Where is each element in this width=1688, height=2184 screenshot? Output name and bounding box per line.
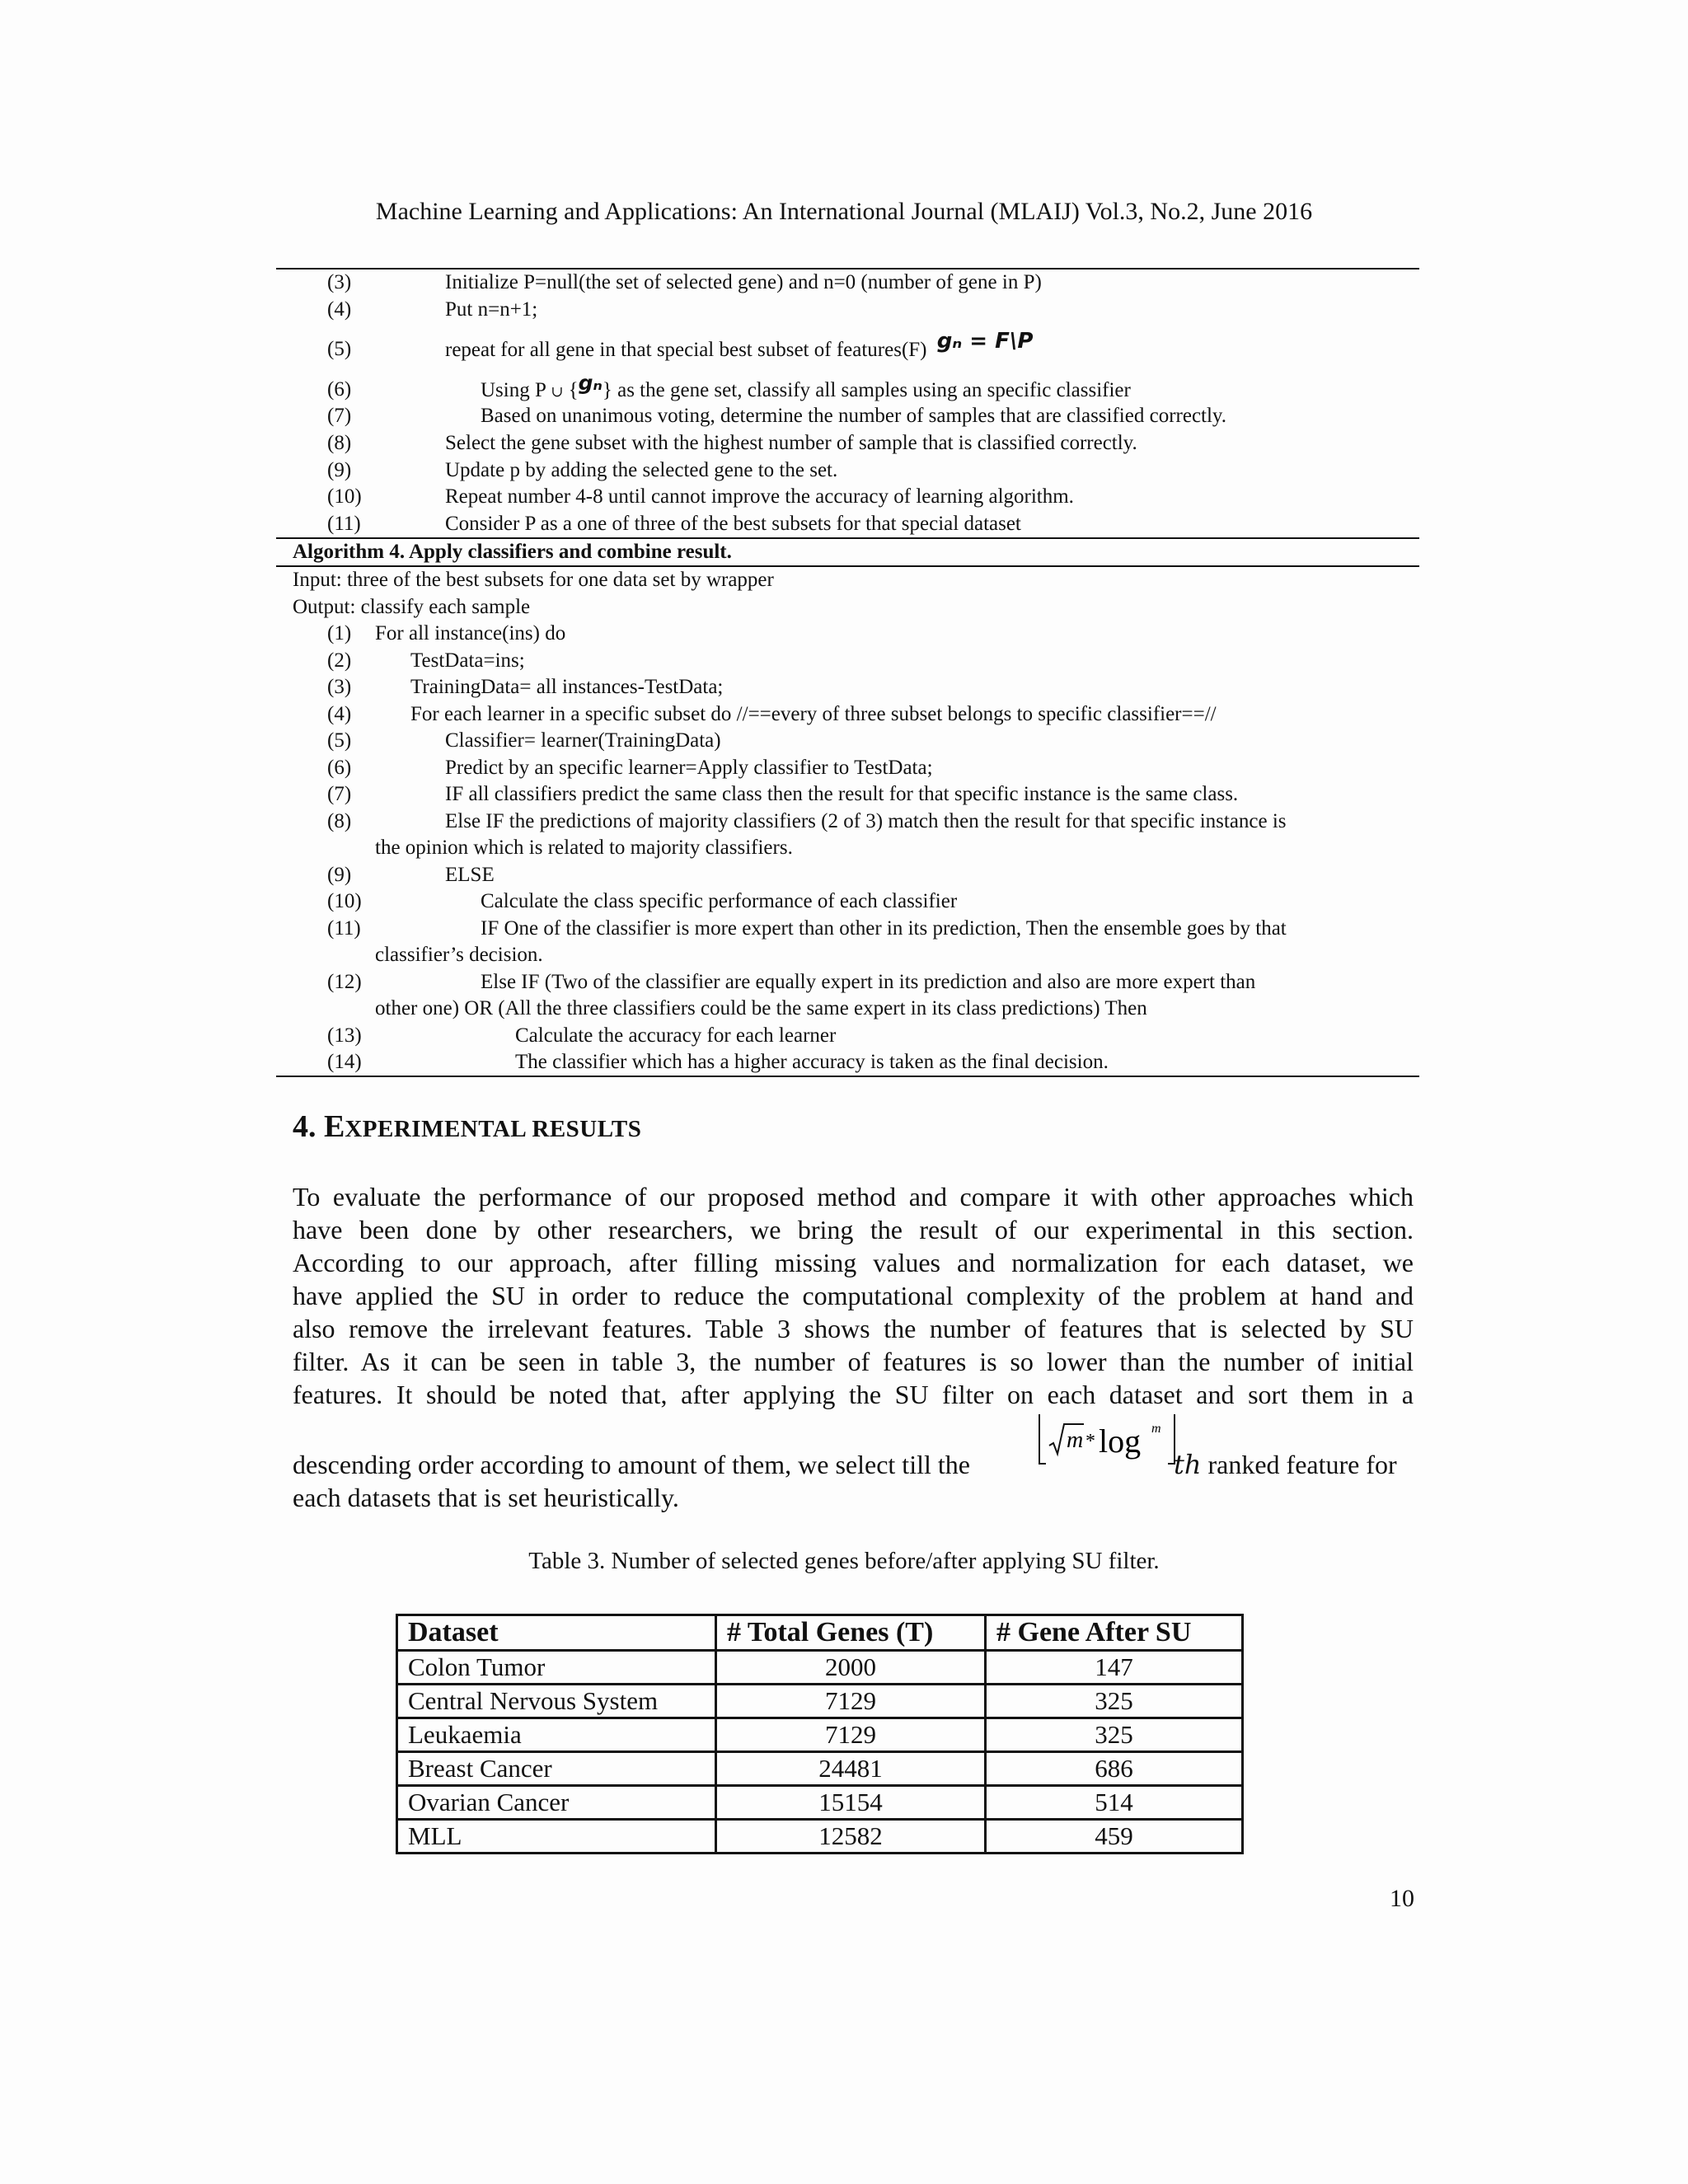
table-cell: Breast Cancer (397, 1752, 716, 1786)
floor-sqrt-log-formula (1033, 1411, 1181, 1467)
paragraph-line: have been done by other researchers, we bring the result of our experimental in this section. (293, 1215, 1414, 1244)
table-cell: Ovarian Cancer (397, 1786, 716, 1820)
table-cell: 7129 (716, 1685, 986, 1718)
paragraph-line: have applied the SU in order to reduce the computational complexity of the problem at hand and (293, 1281, 1414, 1310)
column-header: # Gene After SU (986, 1615, 1243, 1651)
table-cell: Colon Tumor (397, 1651, 716, 1685)
table-row (397, 1685, 1243, 1718)
table-row (397, 1752, 1243, 1786)
paragraph-line: According to our approach, after filling missing values and normalization for each dataset, we (293, 1248, 1414, 1277)
gn-symbol: gₙ (578, 371, 603, 395)
paragraph-line: To evaluate the performance of our proposed method and compare it with other approaches which (293, 1182, 1414, 1212)
table-cell: 2000 (716, 1651, 986, 1685)
table-cell: 24481 (716, 1752, 986, 1786)
table-row (397, 1718, 1243, 1752)
table-cell: 325 (986, 1718, 1243, 1752)
table-cell: Leukaemia (397, 1718, 716, 1752)
table-row (397, 1786, 1243, 1820)
algorithm-input: Input: three of the best subsets for one data set by wrapper (293, 569, 774, 591)
table-cell: MLL (397, 1820, 716, 1854)
results-table (396, 1614, 1244, 1854)
formula-log: log (1099, 1422, 1142, 1460)
table-cell: Central Nervous System (397, 1685, 716, 1718)
gn-formula: gₙ = F\P (936, 329, 1034, 354)
table-cell: 147 (986, 1651, 1243, 1685)
column-header: # Total Genes (T) (716, 1615, 986, 1651)
paragraph-line: filter. As it can be seen in table 3, the number of features is so lower than the number of initial (293, 1347, 1414, 1376)
table-row (397, 1820, 1243, 1854)
body-paragraph (293, 1180, 1414, 1411)
table-cell: 15154 (716, 1786, 986, 1820)
formula-m: m (1067, 1427, 1084, 1453)
table-cell: 325 (986, 1685, 1243, 1718)
table-row (397, 1651, 1243, 1685)
paragraph-line: features. It should be noted that, after applying the SU filter on each dataset and sort them in a (293, 1380, 1414, 1409)
table-caption: Table 3. Number of selected genes before/after applying SU filter. (528, 1548, 1160, 1574)
table-cell: 7129 (716, 1718, 986, 1752)
running-header: Machine Learning and Applications: An International Journal (MLAIJ) Vol.3, No.2, June 2016 (375, 198, 1313, 225)
table-cell: 12582 (716, 1820, 986, 1854)
paragraph-th-tail: th ranked feature for (1174, 1449, 1397, 1480)
formula-sup-m: m (1151, 1422, 1161, 1436)
page-number: 10 (1390, 1885, 1414, 1912)
formula-star: * (1085, 1431, 1095, 1452)
table-cell: 514 (986, 1786, 1243, 1820)
paragraph-last-line: each datasets that is set heuristically. (293, 1483, 679, 1512)
table-header-row (397, 1615, 1243, 1651)
section-heading: 4. EXPERIMENTAL RESULTS (293, 1109, 642, 1144)
column-header: Dataset (397, 1615, 716, 1651)
algorithm-4-title: Algorithm 4. Apply classifiers and combine result. (293, 541, 732, 563)
paragraph-formula-line: descending order according to amount of them, we select till the (293, 1450, 970, 1479)
algorithm-output: Output: classify each sample (293, 596, 531, 618)
table-cell: 686 (986, 1752, 1243, 1786)
algo4-bottom-rule (276, 1076, 1419, 1077)
table-cell: 459 (986, 1820, 1243, 1854)
paragraph-line: also remove the irrelevant features. Table 3 shows the number of features that is selected by SU (293, 1314, 1414, 1343)
